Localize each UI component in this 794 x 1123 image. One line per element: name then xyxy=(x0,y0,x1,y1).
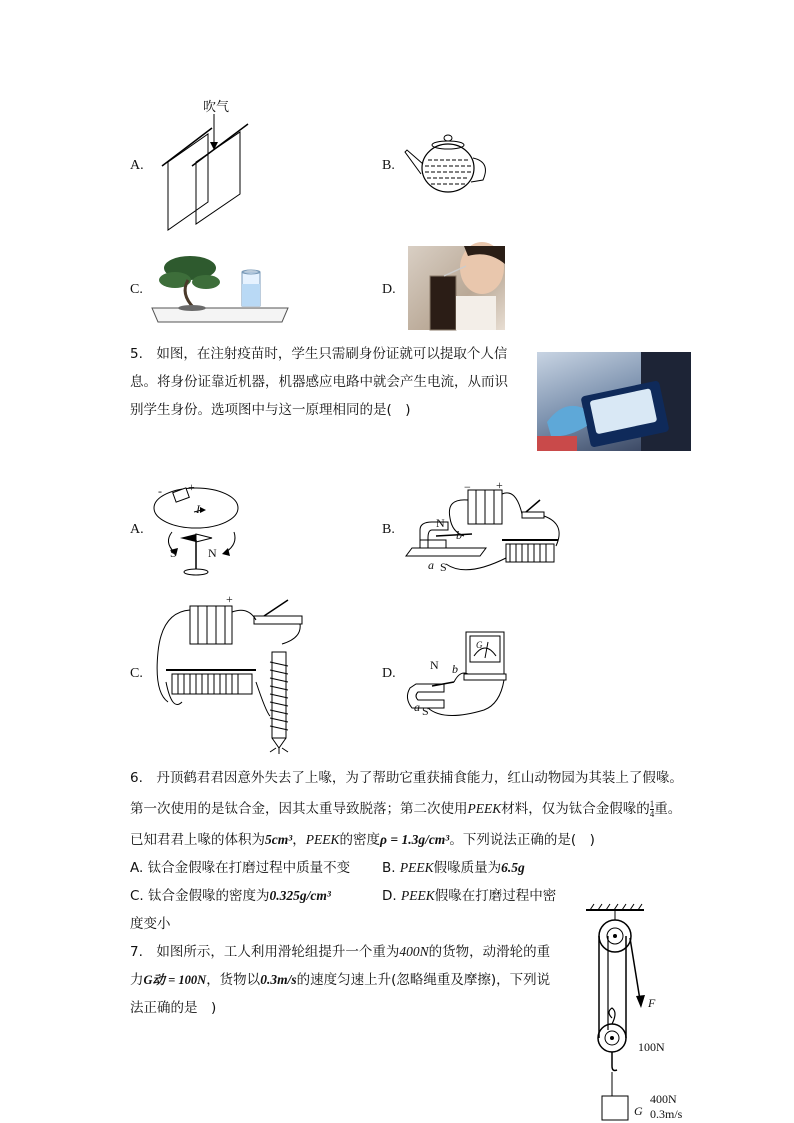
q7-line-1a: 7. 如图所示，工人利用滑轮组提升一个重为 xyxy=(130,944,400,960)
q6-line-3d: 。下列说法正确的是( ) xyxy=(449,832,595,848)
q6-line-3b: ， xyxy=(292,832,306,848)
q7-force-label: F xyxy=(648,996,656,1010)
q6-frac-den: 4 xyxy=(649,808,655,819)
q6-opt-c-text: C. 钛合金假喙的密度为 xyxy=(130,888,270,904)
q5d-a: a xyxy=(414,700,420,714)
q7-weight: 400N xyxy=(399,944,429,959)
q5-figure-c-electromagnet xyxy=(152,592,304,754)
q4-figure-a-paper-blowing xyxy=(150,90,260,235)
q5a-s: S xyxy=(170,546,177,560)
q5b-n: N xyxy=(436,516,445,530)
q7-speed: 0.3m/s xyxy=(260,972,297,987)
card-reader-drawing xyxy=(537,352,691,451)
electromagnet-drawing xyxy=(152,592,304,754)
q5d-s: S xyxy=(422,704,429,718)
q6-line-2b: 材料，仅为钛合金假喙的 xyxy=(501,801,650,817)
q5-stem-line-1: 5. 如图，在注射疫苗时，学生只需刷身份证就可以提取个人信 xyxy=(130,346,508,362)
q6-option-d xyxy=(382,882,556,910)
q5d-meter: G xyxy=(476,640,483,650)
blow-air-label: 吹气 xyxy=(203,100,230,115)
q6-opt-b-prefix: B. xyxy=(382,860,400,876)
q6-option-d-continued: 度变小 xyxy=(130,916,171,932)
q7-load-weight-label: 400N xyxy=(650,1092,677,1106)
q7-line-1b: 的货物，动滑轮的重 xyxy=(428,944,551,960)
q6-opt-d-peek: PEEK xyxy=(400,888,435,903)
q6-option-c xyxy=(130,882,331,910)
q5-figure-d-induction xyxy=(404,630,508,720)
q4-option-d-label: D. xyxy=(382,282,396,297)
q5-option-b-label: B. xyxy=(382,522,395,537)
q4-option-b-label: B. xyxy=(382,158,395,173)
paper-sheets-drawing xyxy=(150,90,260,235)
q6-peek-1: PEEK xyxy=(467,801,502,816)
q7-load-speed-label: 0.3m/s xyxy=(650,1107,683,1121)
q4-figure-c-bonsai-glass xyxy=(150,250,290,325)
q5-option-d-label: D. xyxy=(382,666,396,681)
q7-line-2 xyxy=(130,966,550,994)
q5b-b: b xyxy=(456,528,462,542)
q5a-n: N xyxy=(208,546,217,560)
q5-option-a-label: A. xyxy=(130,522,144,537)
q4-figure-d-drinking-straw-photo xyxy=(408,246,505,330)
q6-frac-num: 1 xyxy=(649,798,655,809)
oersted-experiment-drawing xyxy=(150,480,245,580)
q7-g-dynamic: G动 = 100N xyxy=(143,973,207,987)
q5b-minus: − xyxy=(464,480,471,494)
pulley-system-drawing xyxy=(584,900,694,1122)
q5-stem-line-3: 别学生身份。选项图中与这一原理相同的是( ) xyxy=(130,402,411,418)
q5d-n: N xyxy=(430,658,439,672)
q5-figure-a-oersted xyxy=(150,480,245,580)
q5-stem-line-2: 息。将身份证靠近机器，机器感应电路中就会产生电流，从而识 xyxy=(130,374,508,390)
q6-volume: 5cm³ xyxy=(265,832,293,847)
q7-line-2c: 的速度匀速上升(忽略绳重及摩擦)，下列说 xyxy=(296,972,551,988)
q5-id-card-reader-photo xyxy=(537,352,691,451)
q6-option-a: A. 钛合金假喙在打磨过程中质量不变 xyxy=(130,860,351,876)
q5b-plus: + xyxy=(496,478,503,492)
q4-option-c-label: C. xyxy=(130,282,143,297)
q7-line-1 xyxy=(130,938,550,966)
q6-line-3c: 的密度 xyxy=(339,832,381,848)
q7-line-3: 法正确的是 ) xyxy=(130,1000,217,1016)
q5-option-c-label: C. xyxy=(130,666,143,681)
q6-opt-b-text: 假喙质量为 xyxy=(433,860,502,876)
q6-line-2 xyxy=(130,795,681,823)
q7-line-2b: ，货物以 xyxy=(206,972,261,988)
q5d-b: b xyxy=(452,662,458,676)
q5a-plus: + xyxy=(188,480,195,494)
q6-opt-c-value: 0.325g/cm³ xyxy=(269,888,331,903)
bonsai-and-glass-drawing xyxy=(150,250,290,325)
drinking-photo-drawing xyxy=(408,246,505,330)
q6-line-1: 6. 丹顶鹤君君因意外失去了上喙，为了帮助它重获捕食能力，红山动物园为其装上了假喙。 xyxy=(130,770,683,786)
q6-line-2a: 第一次使用的是钛合金，因其太重导致脱落；第二次使用 xyxy=(130,801,468,817)
q5-figure-b-motor-circuit xyxy=(406,478,572,578)
q6-line-3 xyxy=(130,826,595,854)
q5b-s: S xyxy=(440,560,447,574)
q6-density: ρ = 1.3g/cm³ xyxy=(380,832,450,847)
teapot-drawing xyxy=(403,130,493,200)
q6-opt-b-value: 6.5g xyxy=(501,860,525,875)
q6-opt-b-peek: PEEK xyxy=(399,860,434,875)
q6-opt-d-text: 假喙在打磨过程中密 xyxy=(434,888,557,904)
q4-figure-b-teapot xyxy=(403,130,493,200)
q5a-current: I xyxy=(196,502,200,516)
q6-peek-2: PEEK xyxy=(305,832,340,847)
q7-pulley-figure xyxy=(584,900,694,1122)
q4-option-a-label: A. xyxy=(130,158,144,173)
q7-line-2a: 力 xyxy=(130,972,144,988)
q7-g-label: G xyxy=(634,1104,643,1118)
q7-pulley-weight-label: 100N xyxy=(638,1040,665,1054)
q5c-plus: + xyxy=(226,592,233,606)
q6-option-b xyxy=(382,854,525,882)
q5a-minus: - xyxy=(158,484,162,498)
q6-opt-d-prefix: D. xyxy=(382,888,401,904)
q6-line-2c: 重。 xyxy=(654,801,682,817)
q6-line-3a: 已知君君上喙的体积为 xyxy=(130,832,265,848)
q5b-a: a xyxy=(428,558,434,572)
